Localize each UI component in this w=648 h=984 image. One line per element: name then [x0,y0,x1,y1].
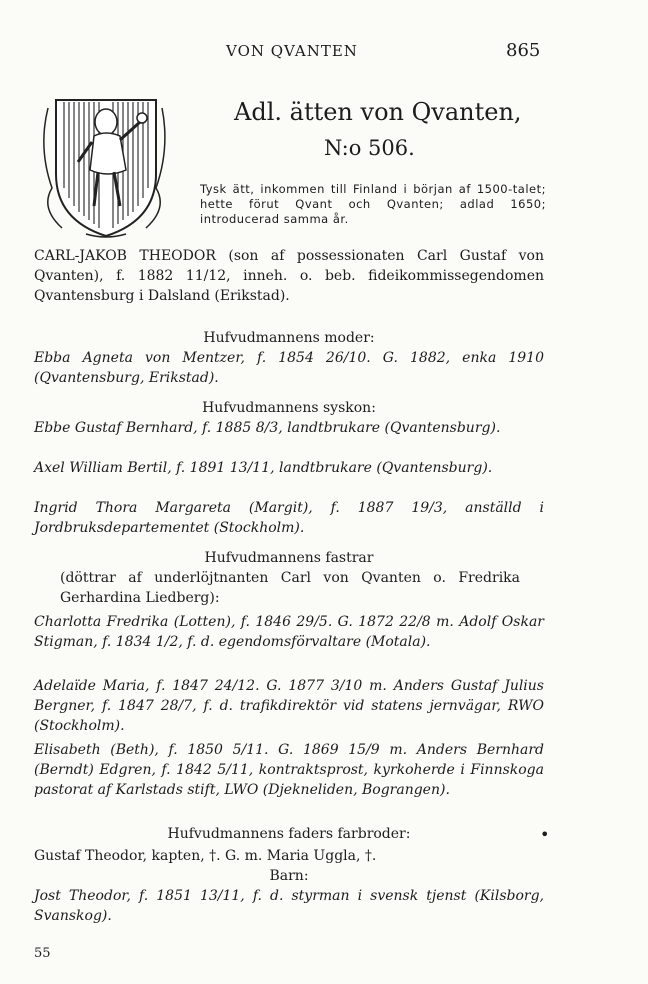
mother-entry: Ebba Agneta von Mentzer, f. 1854 26/10. G. 1882, enka 1910 (Qvantensburg, Erikstad). [34,350,544,386]
section-heading-aunts: Hufvudmannens fastrar [204,550,374,566]
section-heading-children: Barn: [269,868,309,884]
family-intro: Tysk ätt, inkommen till Finland i början af 1500-talet; hette förut Qvant och Qvanten; adlad 1650; introducerad samma år. [200,182,546,226]
family-number: N:o 506. [324,136,415,160]
aunt-entry: Adelaïde Maria, f. 1847 24/12. G. 1877 3/10 m. Anders Gustaf Julius Bergner, f. 1847 28/7, f. d. trafikdirektör vid statens jernvägar, RWO (Stockholm). [34,678,544,734]
section-heading-great-uncle: Hufvudmannens faders farbroder: [167,826,411,842]
signature-mark: 55 [34,946,51,961]
section-heading-mother: Hufvudmannens moder: [203,330,375,346]
family-title: Adl. ätten von Qvanten, [234,98,522,126]
great-uncle-entry: Gustaf Theodor, kapten, †. G. m. Maria Uggla, †. [34,848,377,864]
sibling-entry: Axel William Bertil, f. 1891 13/11, landtbrukare (Qvantensburg). [34,460,493,476]
aunt-entry: Elisabeth (Beth), f. 1850 5/11. G. 1869 15/9 m. Anders Bernhard (Berndt) Edgren, f. 1842 5/11, kontraktsprost, kyrkoherde i Finnskoga pastorat af Karlstads stift, LWO (Djekneliden, Bograngen). [34,742,544,798]
head-of-family-entry: CARL-JAKOB THEODOR (son af possessionaten Carl Gustaf von Qvanten), f. 1882 11/12, inneh. o. beb. fideikommissegendomen Qvantensburg i Dalsland (Erikstad). [34,248,544,304]
page-number: 865 [506,40,541,61]
section-heading-siblings: Hufvudmannens syskon: [202,400,376,416]
aunt-entry: Charlotta Fredrika (Lotten), f. 1846 29/5. G. 1872 22/8 m. Adolf Oskar Stigman, f. 1834 1/2, f. d. egendomsförvaltare (Motala). [34,614,544,650]
sibling-entry: Ebbe Gustaf Bernhard, f. 1885 8/3, landtbrukare (Qvantensburg). [34,420,501,436]
aunts-parentage: (döttrar af underlöjtnanten Carl von Qvanten o. Fredrika Gerhardina Liedberg): [60,570,520,606]
bullet-mark: • [540,825,550,844]
running-title: VON QVANTEN [226,42,358,60]
child-entry: Jost Theodor, f. 1851 13/11, f. d. styrman i svensk tjenst (Kilsborg, Svanskog). [34,888,544,924]
coat-of-arms-icon [36,88,170,240]
sibling-entry: Ingrid Thora Margareta (Margit), f. 1887 19/3, anställd i Jordbruksdepartementet (Stockholm). [34,500,544,536]
